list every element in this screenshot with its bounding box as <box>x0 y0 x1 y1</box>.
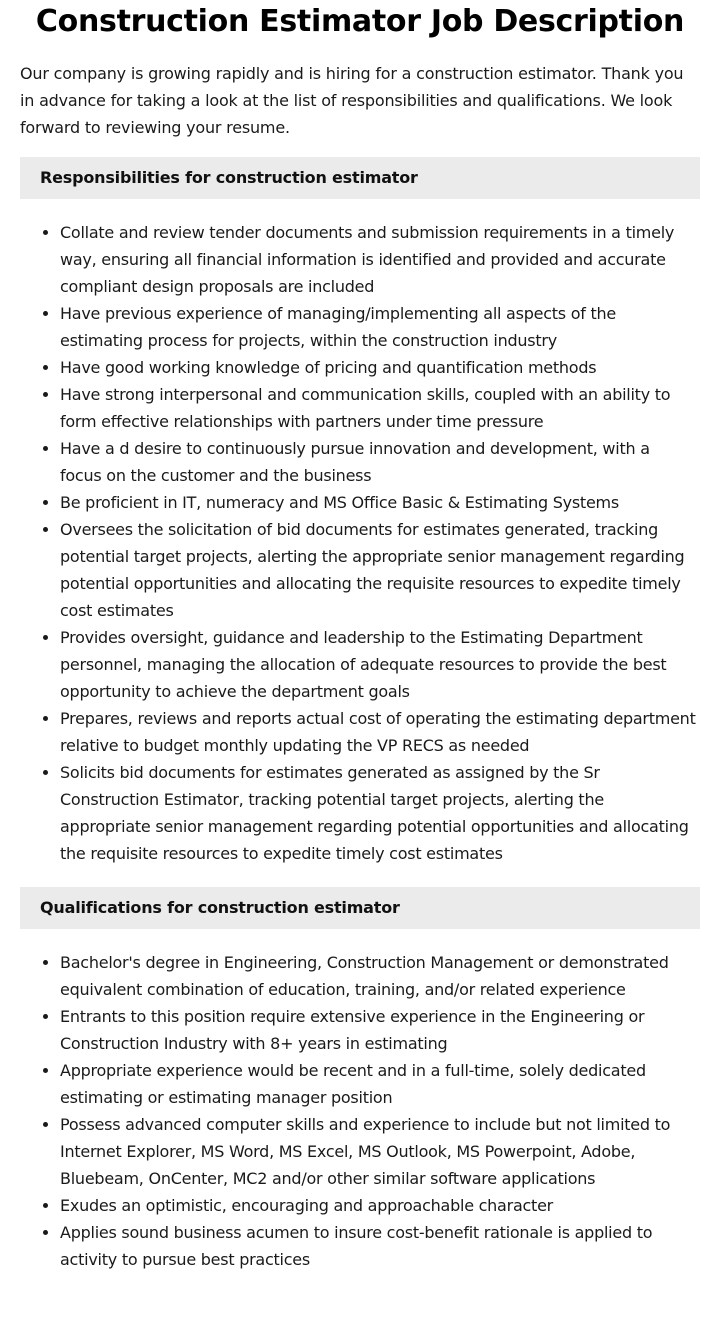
list-item: • Oversees the solicitation of bid documents for estimates generated, tracking potential target projects, alerting the appropriate senior management regarding potential opportunities and allocating the requisite resources to expedite timely cost estimates <box>60 516 700 624</box>
list-item: • Possess advanced computer skills and experience to include but not limited to Internet Explorer, MS Word, MS Excel, MS Outlook, MS Powerpoint, Adobe, Bluebeam, OnCenter, MC2 and/or other similar software applications <box>60 1111 700 1192</box>
list-item: • Bachelor's degree in Engineering, Construction Management or demonstrated equivalent combination of education, training, and/or related experience <box>60 949 700 1003</box>
list-item: • Have strong interpersonal and communication skills, coupled with an ability to form effective relationships with partners under time pressure <box>60 381 700 435</box>
list-item: • Have a d desire to continuously pursue innovation and development, with a focus on the customer and the business <box>60 435 700 489</box>
list-item: • Have good working knowledge of pricing and quantification methods <box>60 354 700 381</box>
responsibilities-list <box>20 219 700 867</box>
list-item: • Exudes an optimistic, encouraging and approachable character <box>60 1192 700 1219</box>
list-item: • Be proficient in IT, numeracy and MS Office Basic & Estimating Systems <box>60 489 700 516</box>
list-item: • Appropriate experience would be recent and in a full-time, solely dedicated estimating or estimating manager position <box>60 1057 700 1111</box>
qualifications-list <box>20 949 700 1273</box>
page-title: Construction Estimator Job Description <box>35 4 685 39</box>
list-item: • Have previous experience of managing/implementing all aspects of the estimating process for projects, within the construction industry <box>60 300 700 354</box>
list-item: • Entrants to this position require extensive experience in the Engineering or Construction Industry with 8+ years in estimating <box>60 1003 700 1057</box>
list-item: • Prepares, reviews and reports actual cost of operating the estimating department relative to budget monthly updating the VP RECS as needed <box>60 705 700 759</box>
responsibilities-heading: Responsibilities for construction estimator <box>20 157 700 199</box>
qualifications-heading: Qualifications for construction estimator <box>20 887 700 929</box>
list-item: • Provides oversight, guidance and leadership to the Estimating Department personnel, managing the allocation of adequate resources to provide the best opportunity to achieve the department goals <box>60 624 700 705</box>
list-item: • Applies sound business acumen to insure cost-benefit rationale is applied to activity to pursue best practices <box>60 1219 700 1273</box>
list-item: • Collate and review tender documents and submission requirements in a timely way, ensuring all financial information is identified and provided and accurate compliant design proposals are included <box>60 219 700 300</box>
intro-paragraph: Our company is growing rapidly and is hiring for a construction estimator. Thank you in advance for taking a look at the list of responsibilities and qualifications. We look forward to reviewing your resume. <box>20 64 684 137</box>
list-item: • Solicits bid documents for estimates generated as assigned by the Sr Construction Estimator, tracking potential target projects, alerting the appropriate senior management regarding potential opportunities and allocating the requisite resources to expedite timely cost estimates <box>60 759 700 867</box>
